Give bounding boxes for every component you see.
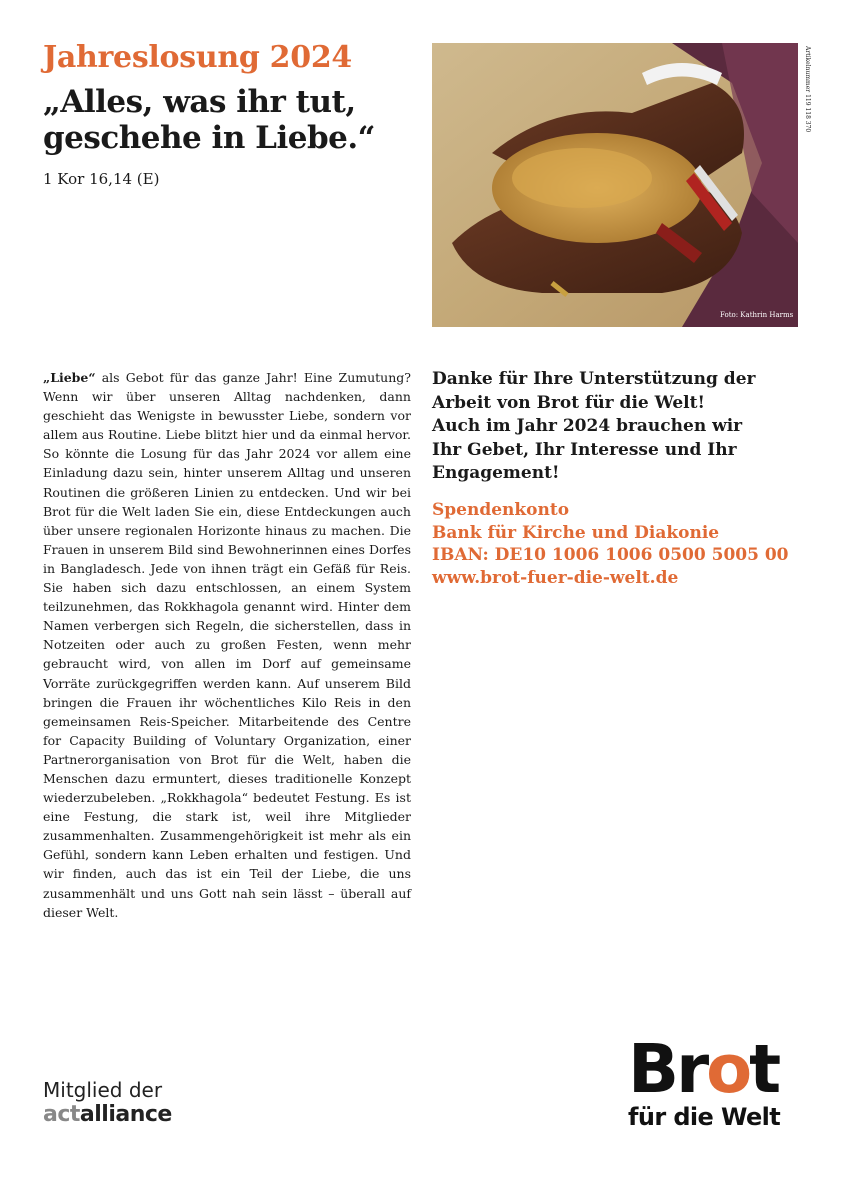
thanks-line: Engagement!	[432, 463, 560, 483]
thanks-line: Danke für Ihre Unterstützung der	[432, 369, 756, 389]
body-text	[43, 368, 411, 922]
logo-t: t	[749, 1030, 779, 1108]
body-paragraph: als Gebot für das ganze Jahr! Eine Zumutung? Wenn wir über unseren Alltag nachdenken, dann geschieht das Wenigste in bewusster Liebe, sondern vor allem aus Routine. Liebe blitzt hier und da einmal hervor. So könnte die Losung für das Jahr 2024 vor allem eine Einladung dazu sein, hinter unserem Alltag und unseren Routinen die größeren Linien zu entdecken. Und wir bei Brot für die Welt laden Sie ein, diese Entdeckungen auch über unsere regionalen Horizonte hinaus zu machen. Die Frauen in unserem Bild sind Bewohnerinnen eines Dorfes in Bangladesch. Jede von ihnen trägt ein Gefäß für Reis. Sie haben sich dazu entschlossen, an einem System teilzunehmen, das Rokkhagola genannt wird. Hinter dem Namen verbergen sich Regeln, die sicherstellen, dass in Notzeiten oder auch zu großen Festen, wenn mehr gebraucht wird, von allen im Dorf auf gemeinsame Vorräte zurückgegriffen werden kann. Auf unserem Bild bringen die Frauen ihr wöchentliches Kilo Reis in den gemeinsamen Reis-Speicher. Mitarbeitende des Centre for Capacity Building of Voluntary Organization, einer Partnerorganisation von Brot für die Welt, haben die Menschen dazu ermuntert, dieses traditionelle Konzept wiederzubeleben. „Rokkhagola“ bedeutet Festung. Es ist eine Festung, die stark ist, weil ihre Mitglieder zusammenhalten. Zusammengehörigkeit ist mehr als ein Gefühl, sondern kann Leben erhalten und festigen. Und wir finden, auch das ist ein Teil der Liebe, die uns zusammenhält und uns Gott nah sein lässt – überall auf dieser Welt.	[43, 370, 411, 920]
page-title	[43, 84, 375, 156]
act-alliance-logo	[43, 1102, 172, 1128]
donation-account	[432, 499, 812, 589]
quote-line-1: „Alles, was ihr tut,	[43, 84, 356, 120]
logo-wordmark	[628, 1030, 800, 1108]
logo-br: Br	[628, 1030, 707, 1108]
article-number: Artikelnummer 119 118 370	[804, 46, 811, 133]
quote-line-2: geschehe in Liebe.“	[43, 120, 375, 156]
thanks-line: Auch im Jahr 2024 brauchen wir	[432, 416, 743, 436]
logo-subline: für die Welt	[628, 1103, 781, 1131]
photo-hands-with-rice	[432, 43, 798, 327]
thanks-message	[432, 368, 802, 486]
photo-credit: Foto: Kathrin Harms	[720, 311, 794, 319]
donation-title: Spendenkonto	[432, 500, 570, 520]
donation-bank: Bank für Kirche und Diakonie	[432, 522, 720, 543]
act-logo-part: act	[43, 1102, 80, 1127]
donation-iban: IBAN: DE10 1006 1006 0500 5005 00	[432, 545, 789, 565]
alliance-logo-part: alliance	[79, 1102, 172, 1127]
act-alliance-badge	[43, 1078, 172, 1128]
photo-illustration	[432, 43, 798, 327]
member-label: Mitglied der	[43, 1078, 163, 1102]
brot-fuer-die-welt-logo	[628, 1030, 800, 1131]
donation-url[interactable]: www.brot-fuer-die-welt.de	[432, 567, 679, 588]
logo-o: o	[706, 1030, 750, 1108]
bible-reference: 1 Kor 16,14 (E)	[43, 170, 160, 188]
page-kicker: Jahreslosung 2024	[43, 40, 352, 75]
thanks-line: Ihr Gebet, Ihr Interesse und Ihr	[432, 439, 737, 460]
thanks-line: Arbeit von Brot für die Welt!	[432, 392, 705, 413]
body-lead: „Liebe“	[43, 370, 96, 385]
